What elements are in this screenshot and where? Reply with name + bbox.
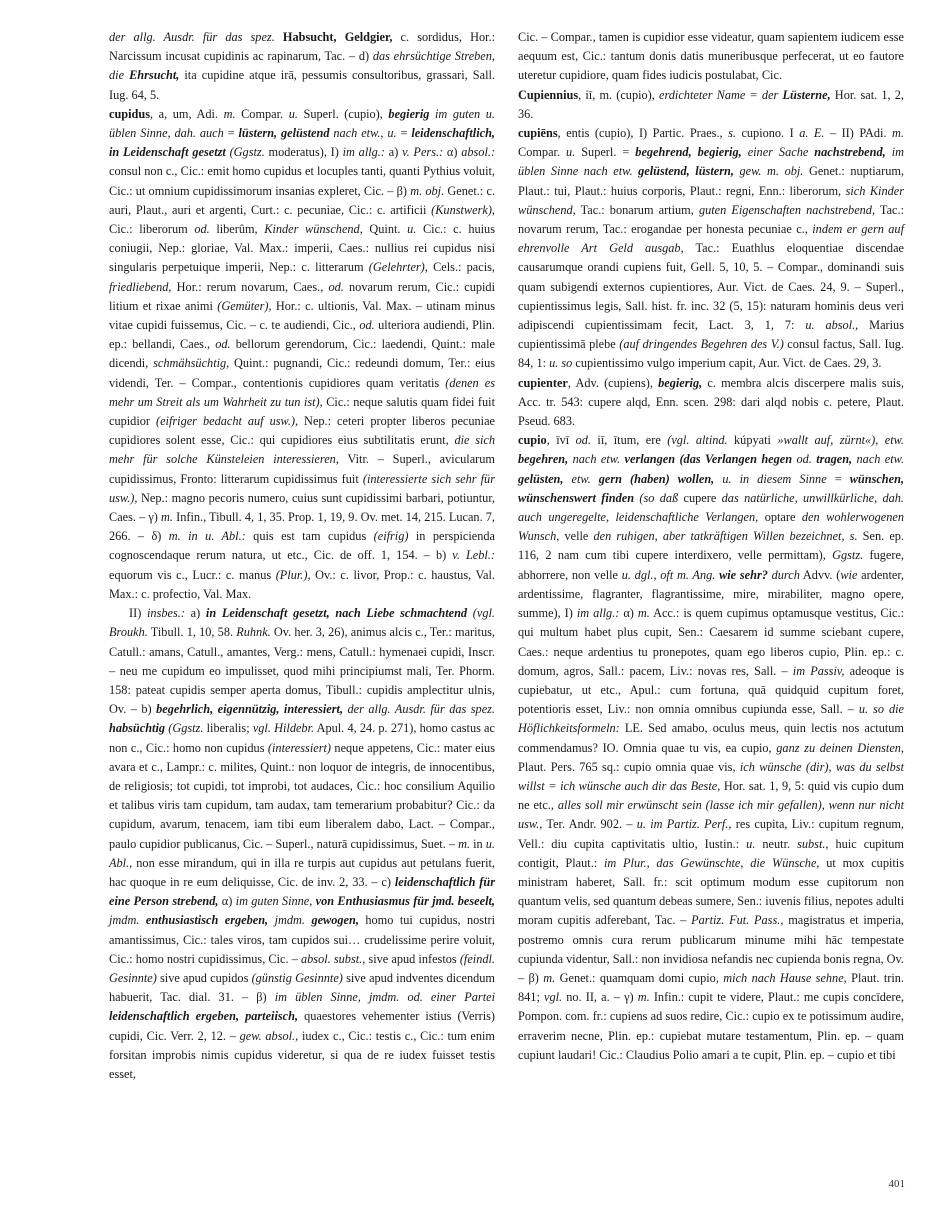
entry-cupidus: cupidus, a, um, Adi. m. Compar. u. Superl. (cupio), begierig im guten u. üblen Sinne, dah. auch = lüstern, gelüstend nach etw., u. = leidenschaftlich, in Leidenschaft gesetzt (Ggstz. moderatus), I) im allg.: a) v. Pers.: α) absol.: consul non c., Cic.: emit homo cupidus et locuples tanti, quanti Pythius voluit, Cic.: ut omnium cupidissimorum insanias expleret, Cic. – β) m. obj. Genet.: c. auri, Plaut., auri et argenti, Curt.: c. pecuniae, Cic.: c. artificii (Kunstwerk), Cic.: liberorum od. liberûm, Kinder wünschend, Quint. u. Cic.: c. huius coniugii, Nep.: gloriae, Val. Max.: imperii, Caes.: nullius rei cupidus nisi singularis perpetuique imperii, Nep.: c. litterarum (Gelehrter), Cels.: pacis, friedliebend, Hor.: rerum novarum, Caes., od. novarum rerum, Cic.: cupidi litium et rixae animi (Gemüter), Hor.: c. ultionis, Val. Max. – utinam minus vitae cupidi fuissemus, Cic. – c. te audiendi, Cic., od. ulteriora audiendi, Plin. ep.: bellandi, Caes., od. bellorum gerendorum, Cic.: laedendi, Quint.: male dicendi, schmähsüchtig, Quint.: pugnandi, Cic.: redeundi domum, Ter.: eius videndi, Ter. – Compar., contentionis cupidiores quam veritatis (denen es mehr um Streit als um Wahrheit zu tun ist), Cic.: neque salutis quam fidei fuit cupidior (eifriger bedacht auf usw.), Nep.: ceteri propter liberos pecuniae cupidiores solent esse, Cic.: qui cupidiores eius subtilitatis erunt, die sich mehr für solche Künsteleien interessieren, Vitr. – Superl., avicularum cupidissimus, Fronto: litterarum cupidissimus fuit (interessierte sich sehr für usw.), Nep.: magno pecoris numero, cuius sunt cupidissimi barbari, potiuntur, Caes. – γ) m. Infin., Tibull. 4, 1, 35. Prop. 1, 19, 9. Ov. met. 14, 215. Lucan. 7, 266. – δ) m. in u. Abl.: quis est tam cupidus (eifrig) in perspicienda cognoscendaque rerum natura, ut etc., Cic. de off. 1, 154. – b) v. Lebl.: equorum vis c., Lucr.: c. manus (Plur.), Ov.: c. livor, Prop.: c. haustus, Val. Max.: c. profectio, Val. Max.: [109, 106, 496, 601]
entry-cupidus-part-2: II) insbes.: a) in Leidenschaft gesetzt, nach Liebe schmachtend (vgl. Broukh. Tibull. 1, 10, 58. Ruhnk. Ov. her. 3, 26), animus alcis c., Ter.: maritus, Catull.: amans, Catull., amantes, Verg.: mens, Catull.: hymenaei cupidi, Inscr. – neu me cupidum eo impulisset, quod mihi principiumst mali, Ter. Phorm. 158: pateat cupidis semper aperta domus, Tibull.: cupidis amplectitur ulnis, Ov. – b) begehrlich, eigennützig, interessiert, der allg. Ausdr. für das spez. habsüchtig (Ggstz. liberalis; vgl. Hildebr. Apul. 4, 24. p. 271), homo castus ac non c., Cic.: homo non cupidus (interessiert) neque appetens, Cic.: mater eius avara et c., Lampr.: c. milites, Quint.: non loquor de integris, de innocentibus, de religiosis; tot cupidi, tot improbi, tot audaces, Cic.: hoc consilium Aquilio et talibus viris tam cupidum, tam audax, tam temerarium probabitur? Cic.: da cupidum, avarum, tenacem, iam tibi eum liberalem dabo, Lact. – Compar., paulo cupidior publicanus, Cic. – Superl., naturā cupidissimus, Suet. – m. in u. Abl., non esse mirandum, qui in illa re turpis aut cupidus aut petulans fuerit, hac quoque in re eum deliquisse, Cic. de inv. 2, 33. – c) leidenschaftlich für eine Person strebend, α) im guten Sinne, von Enthusiasmus für jmd. beseelt, jmdm. enthusiastisch ergeben, jmdm. gewogen, homo tui cupidus, nostri amantissimus, Cic.: tales viros, tam cupidos sui… crudelissime perire voluit, Cic.: homo nostri cupidissimus, Cic. – absol. subst., sive apud infestos (feindl. Gesinnte) sive apud cupidos (günstig Gesinnte) sive apud indventes dicendum habuerit, Tac. dial. 31. – β) im üblen Sinne, jmdm. od. einer Partei leidenschaftlich ergeben, parteiisch, quaestores vehementer istius (Verris) cupidi, Cic. Verr. 2, 12. – gew. absol., iudex c., Cic.: testis c., Cic.: tum enim forsitan improbis nimis cupidus videretur, si qua de re iudex fuisset testis esset,: [109, 606, 496, 1081]
right-column: [518, 28, 904, 1065]
entry-fragment: der allg. Ausdr. für das spez. Habsucht, Geldgier, c. sordidus, Hor.: Narcissum incusat cupidinis ac rapinarum, Tac. – d) das ehrsüchtige Streben, die Ehrsucht, ita cupidine atque irā, pessumis consultoribus, grassari, Sall. Iug. 64, 5.: [109, 30, 496, 102]
entry-cupidus-continued: Cic. – Compar., tamen is cupidior esse videatur, quam sapientem iudicem esse aequum est, Cic.: tantum donis datis muneribusque perfecerat, ut eo fautore uteretur cupidiore, quam fides iudicis postulabat, Cic.: [518, 30, 904, 83]
entry-cupio: cupio, īvī od. iī, ītum, ere (vgl. altind. kúpyati »wallt auf, zürnt«), etw. begehren, nach etw. verlangen (das Verlangen hegen od. tragen, nach etw. gelüsten, etw. gern (haben) wollen, u. in diesem Sinne = wünschen, wünschenswert finden (so daß cupere das natürliche, unwillkürliche, dah. auch ungeregelte, leidenschaftliche Verlangen, optare den wohlerwogenen Wunsch, velle den ruhigen, aber tatkräftigen Willen bezeichnet, s. Sen. ep. 116, 2 nam cum tibi cupere interdixero, velle permittam), Ggstz. fugere, abhorrere, non velle u. dgl., oft m. Ang. wie sehr? durch Advv. (wie ardenter, ardentissime, flagranter, flagrantissime, mire, mirabiliter, magno opere, summe), I) im allg.: α) m. Acc.: is quem cupimus optamusque vestitus, Cic.: qui multum habet plus cupit, Sen.: Caesarem id summe sciebant cupere, Caes.: neque ardentius tu pronepotes, quam ego liberos cupio, Plin. ep.: c. domum, agros, Sall.: pacem, Liv.: novas res, Sall. – im Passiv, adeoque is cupiebatur, ut etc., Apul.: cum fortuna, quā quidquid cupitum foret, potentioris esset, Liv.: non omnia omnibus cupiunda esse, Sall. – u. so die Höflichkeitsformeln: LE. Sed amabo, oculus meus, quin lectis nos actutum commendamus? IO. Omnia quae tu vis, ea cupio, ganz zu deinen Diensten, Plaut. Pers. 765 sq.: cupio omnia quae vis, ich wünsche (dir), was du selbst willst = ich wünsche auch dir das Beste, Hor. sat. 1, 9, 5: quid vis cupio dum ne etc., alles soll mir erwünscht sein (lasse ich mir gefallen), wenn nur nicht usw., Ter. Andr. 902. – u. im Partiz. Perf., res cupita, Liv.: cupitum regnum, Vell.: diu cupita captivitatis ultio, Iustin.: u. neutr. subst., huic cupitum contigit, Plaut.: im Plur., das Gewünschte, die Wünsche, ut mox cupitis ministram haberet, Sall. fr.: scit optimum modum esse cupitorum non quantum velis, sed quantum debeas sumere, Sen.: iuvenis filius, nepotes adulti moram cupitis adferebant, Tac. – Partiz. Fut. Pass., magistratus et imperia, postremo omnis cura rerum publicarum minume mihi hāc tempestate cupiunda videntur, Sall.: non invidiosa nefandis nec cupienda bonis regna, Ov. – β) m. Genet.: quamquam domi cupio, mich nach Hause sehne, Plaut. trin. 841; vgl. no. II, a. – γ) m. Infin.: cupit te videre, Plaut.: me cupis concīdere, Pompon. com. fr.: cupiens ad suos redire, Cic.: cupio ex te potissimum audire, erraverim necne, Plin. ep.: cupiebat mutare testamentum, Plin. ep. – quam cupiunt laudari! Cic.: Claudius Polio amari a te cupit, Plin. ep. – cupio et tibi: [518, 433, 905, 1062]
entry-cupiens: cupiēns, entis (cupio), I) Partic. Praes., s. cupiono. I a. E. – II) PAdi. m. Compar. u. Superl. = begehrend, begierig, einer Sache nachstrebend, im üblen Sinne nach etw. gelüstend, lüstern, gew. m. obj. Genet.: nuptiarum, Plaut.: tui, Plaut.: huius corporis, Plaut.: regni, Enn.: liberorum, sich Kinder wünschend, Tac.: bonarum artium, guten Eigenschaften nachstrebend, Tac.: novarum rerum, Tac.: erogandae per honesta pecuniae c., indem er gern auf ehrenvolle Art Geld ausgab, Tac.: Euathlus eloquentiae discendae causarumque orandi cupiens fuit, Gell. 5, 10, 5. – Compar., dominandi suis quam subigendi externos cupientiores, Aur. Vict. de Caes. 24, 9. – Superl., cupientissimus legis, Sall. hist. fr. inc. 32 (5, 15): naturam hominis deus veri adipiscendi cupientissimam fecit, Lact. 3, 1, 7: u. absol., Marius cupientissimā plebe (auf dringendes Begehren des V.) consul factus, Sall. Iug. 84, 1: u. so cupientissimo vulgo imperium capit, Aur. Vict. de Caes. 29, 3.: [518, 126, 905, 371]
entry-cupiennius: Cupiennius, iī, m. (cupio), erdichteter Name = der Lüsterne, Hor. sat. 1, 2, 36.: [518, 87, 904, 121]
left-column: [109, 28, 495, 1084]
page-number: 401: [888, 1178, 905, 1190]
entry-cupienter: cupienter, Adv. (cupiens), begierig, c. membra alcis discerpere malis suis, Acc. tr. 543: cupere alqd, Enn. scen. 298: dari alqd nobis c. petere, Plaut. Pseud. 683.: [518, 375, 904, 429]
